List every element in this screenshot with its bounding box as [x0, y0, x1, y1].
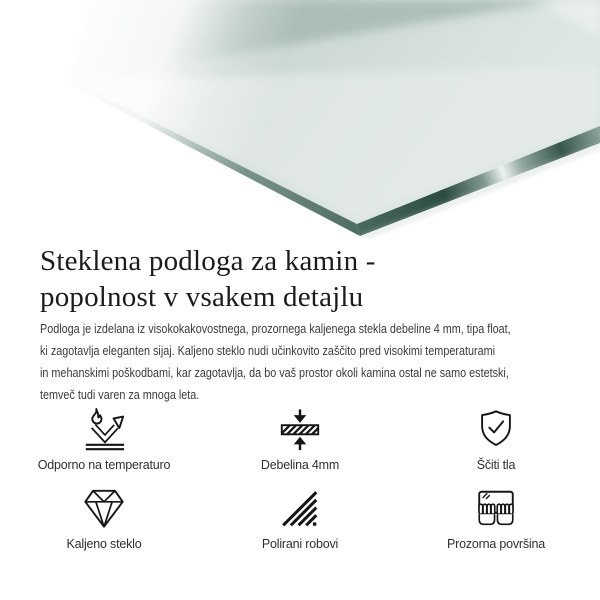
heat-resistant-icon: [79, 409, 129, 453]
description-line: temveč tudi varen za mnoga leta.: [40, 387, 200, 402]
feature-polished-edges: [202, 488, 398, 552]
feature-thickness: [202, 409, 398, 473]
hero-image: [0, 0, 600, 238]
description-line: in mehanskimi poškodbami, kar zagotavlja, da bo vaš prostor okoli kamina ostal ne samo estetski,: [40, 365, 509, 380]
features-grid: [0, 409, 600, 552]
feature-heat-resistant: [6, 409, 202, 473]
diamond-icon: [81, 488, 127, 532]
description-line: Podloga je izdelana iz visokokakovostnega, prozornega kaljenega stekla debeline 4 mm, tipa float,: [40, 321, 511, 336]
feature-transparent-surface: [398, 488, 594, 552]
glass-sheet-illustration: [0, 0, 600, 238]
feature-tempered-glass: [6, 488, 202, 552]
thickness-4mm-icon: [277, 409, 323, 453]
feature-protects-floor: [398, 409, 594, 473]
product-description: [40, 318, 560, 406]
feature-label: Odporno na temperaturo: [37, 458, 171, 472]
shield-check-icon: [473, 409, 519, 453]
page-title: [40, 243, 560, 315]
page-title-line1: Steklena podloga za kamin -: [40, 245, 376, 277]
page-title-line2: popolnost v vsakem detajlu: [40, 281, 364, 313]
feature-label: Kaljeno steklo: [66, 537, 142, 551]
hands-holding-glass-icon: [473, 488, 519, 532]
feature-label: Ščiti tla: [476, 458, 516, 472]
feature-label: Debelina 4mm: [260, 458, 340, 472]
left-white-fade: [0, 0, 320, 238]
feature-label: Prozorna površina: [446, 537, 546, 551]
polished-edges-icon: [277, 488, 323, 532]
description-line: ki zagotavlja eleganten sijaj. Kaljeno steklo nudi učinkovito zaščito pred visokimi temperaturami: [40, 343, 496, 358]
feature-label: Polirani robovi: [261, 537, 339, 551]
